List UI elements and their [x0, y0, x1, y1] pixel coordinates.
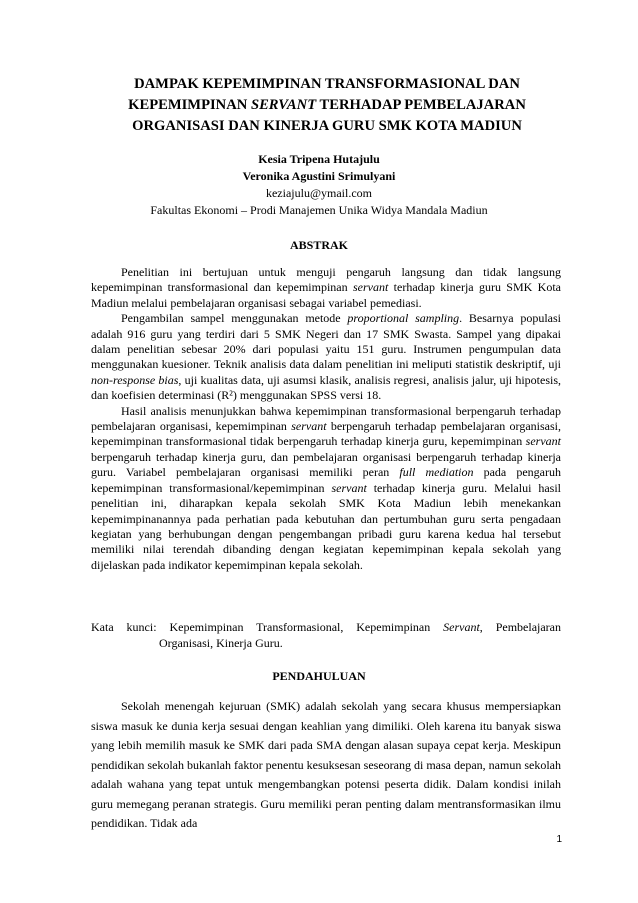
text-run: Hasil analisis menunjukkan bahwa kepemimpinan transformasional berpengaruh terhadap pembelajaran organisasi, kepemimpinan: [91, 403, 561, 434]
author-2: Veronika Agustini Srimulyani: [242, 169, 396, 183]
italic-term: servant: [291, 419, 327, 434]
abstract-paragraph-2: [91, 311, 561, 403]
abstract-paragraph-1: [91, 265, 561, 311]
italic-term: full mediation: [399, 465, 474, 480]
text-run: berpengaruh terhadap kinerja guru, dan pembelajaran organisasi berpengaruh terhadap kinerja guru. Variabel pembelajaran organisasi memiliki peran: [91, 449, 561, 480]
keywords-label: Kata kunci:: [91, 620, 157, 634]
italic-term: servant: [352, 280, 389, 295]
title-line-2-end: TERHADAP PEMBELAJARAN: [316, 97, 526, 113]
intro-paragraph-1: Sekolah menengah kejuruan (SMK) adalah sekolah yang secara khusus mempersiapkan siswa masuk ke dunia kerja sesuai dengan keahlian yang dimiliki. Oleh karena itu banyak siswa yang lebih memilih masuk ke SMK dari pada SMA dengan alasan supaya cepat kerja. Meskipun pendidikan sekolah bukanlah faktor penentu kesuksesan seseorang di masa depan, namun sekolah adalah wahana yang tepat untuk mengembangkan potensi peserta didik. Dalam kondisi inilah guru memegang peranan strategis. Guru memiliki peran penting dalam mentransformasikan ilmu pendidikan. Tidak ada: [91, 699, 561, 830]
italic-term: Servant: [443, 620, 480, 634]
title-servant-italic: SERVANT: [250, 97, 317, 113]
intro-body: [91, 697, 561, 834]
title-line-3: ORGANISASI DAN KINERJA GURU SMK KOTA MADIUN: [132, 118, 522, 134]
text-run: . Besarnya populasi adalah 916 guru yang terdiri dari 5 SMK Negeri dan 17 SMK Swasta. Sampel yang dipakai dalam penelitian sebesar 20% dari populasi yaitu 151 guru. Instrumen pengumpulan data menggunakan kuesioner. Teknik analisis data dalam penelitian ini meliputi statistik deskriptif, uji: [91, 311, 561, 372]
author-affiliation: Fakultas Ekonomi – Prodi Manajemen Unika Widya Mandala Madiun: [150, 203, 488, 217]
text-run: Penelitian ini bertujuan untuk menguji pengaruh langsung dan tidak langsung kepemimpinan transformasional dan kepemimpinan: [91, 265, 561, 295]
text-run: pada pengaruh kepemimpinan transformasional/kepemimpinan: [91, 465, 561, 495]
paper-title: [92, 74, 562, 137]
text-run: , Pembelajaran: [479, 620, 562, 634]
author-block: [0, 151, 638, 219]
author-1: Kesia Tripena Hutajulu: [258, 152, 380, 166]
abstract-heading: ABSTRAK: [289, 238, 348, 252]
text-run: , uji kualitas data, uji asumsi klasik, analisis regresi, analisis jalur, uji hipotesis, dan koefisien determinasi (R²) menggunakan SPSS versi 18.: [91, 372, 561, 403]
italic-term: servant: [525, 434, 561, 449]
title-line-2: [92, 95, 562, 116]
text-run: terhadap kinerja guru SMK Kota Madiun melalui pembelajaran organisasi sebagai variabel pemediasi.: [91, 280, 561, 310]
text-run: terhadap kinerja guru. Melalui hasil penelitian ini, diharapkan kepala sekolah SMK Kota Madiun lebih menekankan kepemimpinanannya pada perhatian pada kebutuhan dan pertumbuhan guru serta pengadaan kegiatan yang berhubungan dengan pengembangan pribadi guru karena kedua hal tersebut memiliki nilai terendah dibanding dengan kegiatan kepemimpinan kepala sekolah yang dijelaskan pada indikator kepemimpinan kepala sekolah.: [91, 480, 561, 572]
italic-term: non-response bias: [91, 372, 179, 387]
title-line-1: DAMPAK KEPEMIMPINAN TRANSFORMASIONAL DAN: [134, 76, 520, 92]
keywords: [91, 619, 561, 651]
text-run: Kepemimpinan Transformasional, Kepemimpinan: [169, 620, 444, 634]
author-email: keziajulu@ymail.com: [265, 186, 373, 200]
italic-term: proportional sampling: [347, 311, 460, 326]
text-run: Pengambilan sampel menggunakan metode: [121, 311, 348, 326]
keywords-line-1: [91, 619, 561, 635]
text-run: berpengaruh terhadap pembelajaran organisasi, kepemimpinan transformasional tidak berpengaruh terhadap kinerja guru, kepemimpinan: [91, 419, 561, 449]
abstract-paragraph-3: [91, 404, 561, 573]
abstract-body: [91, 265, 561, 573]
title-line-2-start: KEPEMIMPINAN: [128, 97, 251, 113]
intro-heading: PENDAHULUAN: [272, 669, 366, 683]
page-number: 1: [556, 834, 562, 845]
italic-term: servant: [331, 480, 367, 495]
keywords-line-2: Organisasi, Kinerja Guru.: [159, 636, 283, 650]
